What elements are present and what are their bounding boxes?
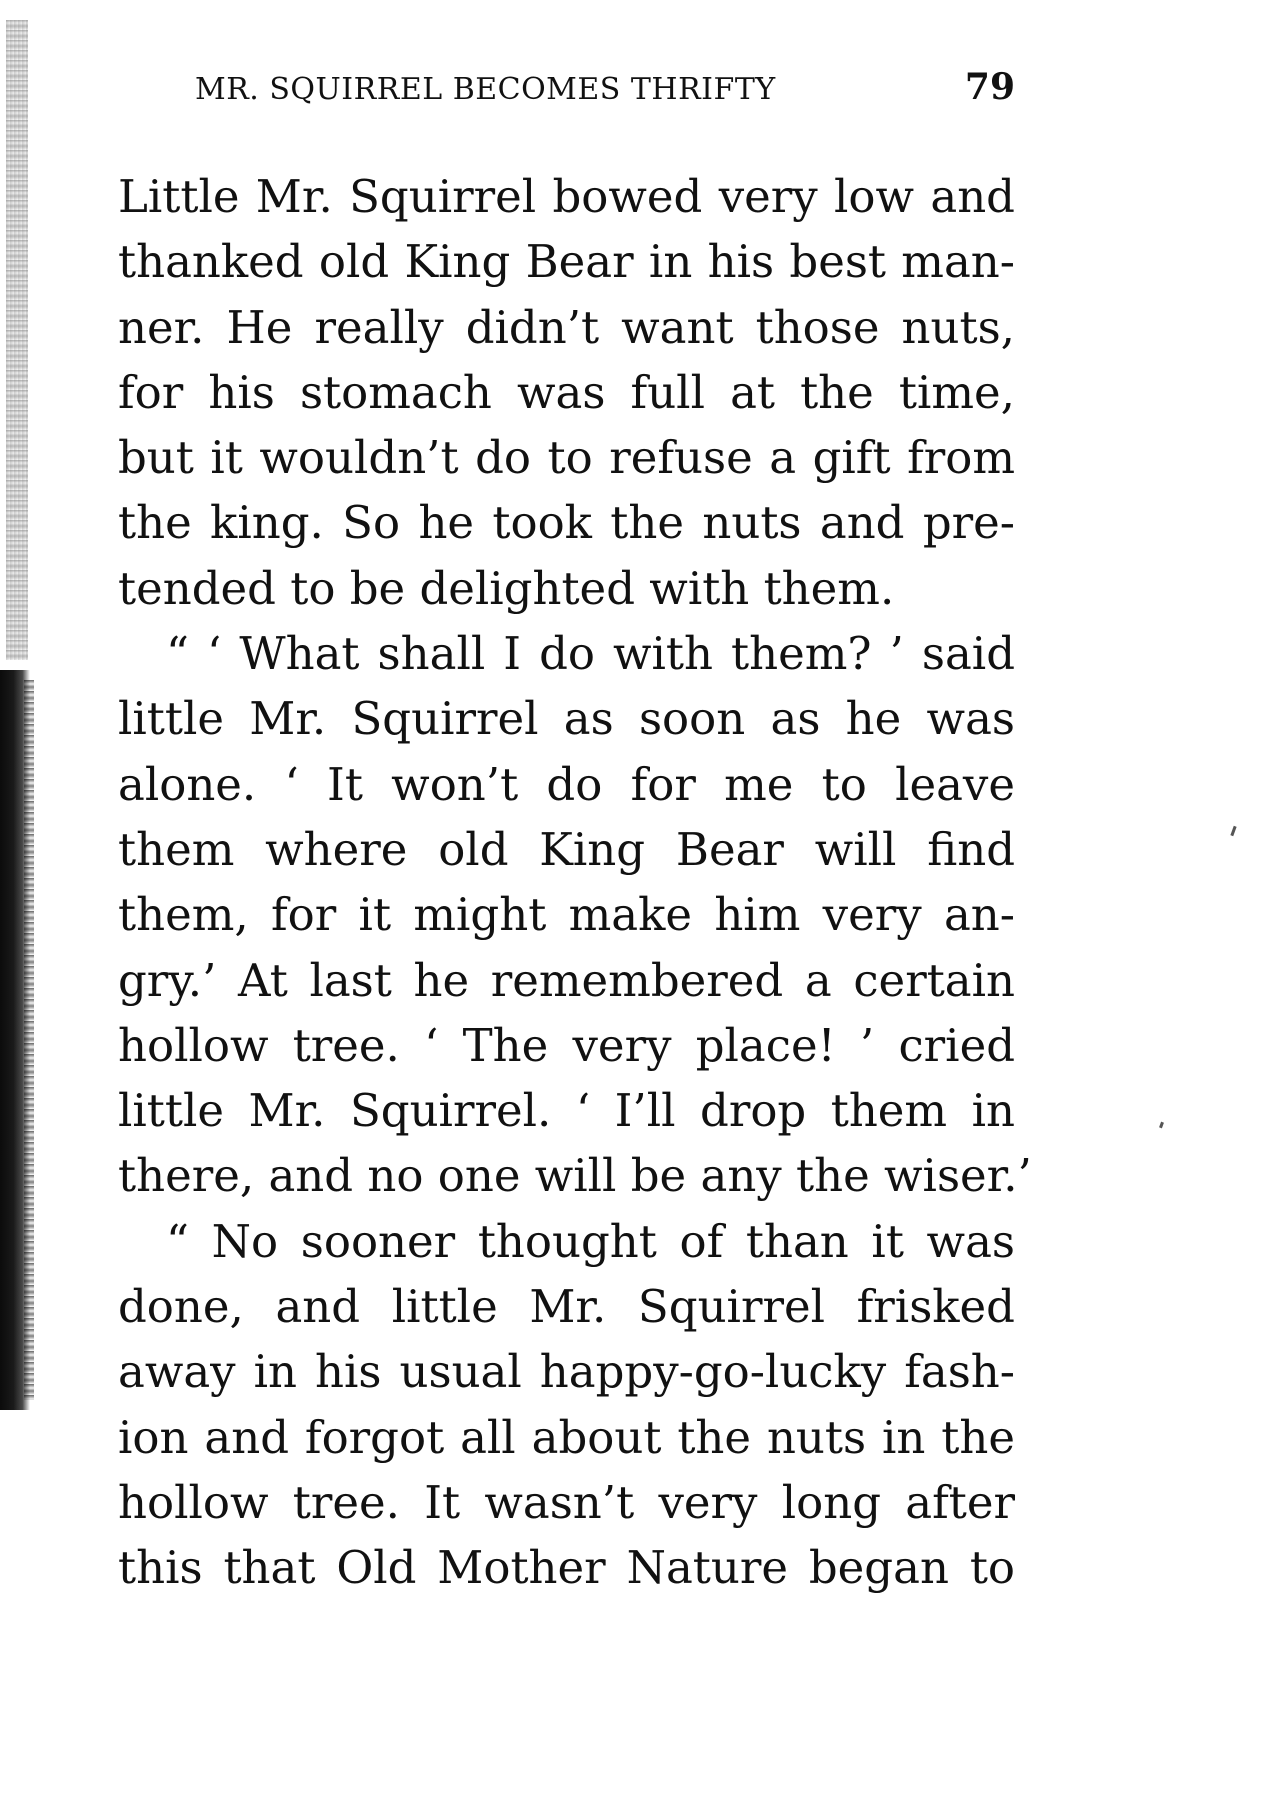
page-number: 79 (964, 66, 1015, 108)
text-line: there, and no one will be any the wiser.’ (118, 1149, 1032, 1203)
running-title: MR. SQUIRREL BECOMES THRIFTY (195, 72, 776, 107)
page-body (118, 164, 1032, 1601)
text-line: thanked old King Bear in his best man- (118, 235, 1015, 289)
text-line: ion and forgot all about the nuts in the (118, 1410, 1015, 1464)
text-line: tended to be delighted with them. (118, 561, 895, 615)
text-line: them where old King Bear will find (118, 822, 1015, 876)
gutter-band-edge (24, 680, 34, 1400)
text-line: the king. So he took the nuts and pre- (118, 496, 1015, 550)
text-line: “ No sooner thought of than it was (166, 1214, 1015, 1268)
scan-speck (1159, 1122, 1164, 1129)
text-line: little Mr. Squirrel. ‘ I’ll drop them in (118, 1084, 1015, 1138)
text-line: done, and little Mr. Squirrel frisked (118, 1280, 1015, 1334)
text-line: ner. He really didn’t want those nuts, (118, 300, 1015, 354)
text-line: away in his usual happy-go-lucky fash- (118, 1345, 1015, 1399)
scan-gutter-shadow (0, 0, 34, 1430)
scan-speck (1230, 826, 1236, 836)
text-line: “ ‘ What shall I do with them? ’ said (166, 627, 1015, 681)
text-line: for his stomach was full at the time, (118, 365, 1015, 419)
text-line: them, for it might make him very an- (118, 888, 1015, 942)
text-line: gry.’ At last he remembered a certain (118, 953, 1015, 1007)
gutter-speckle (6, 20, 28, 660)
running-header (195, 66, 1015, 114)
text-line: hollow tree. It wasn’t very long after (118, 1475, 1015, 1529)
text-line: Little Mr. Squirrel bowed very low and (118, 170, 1015, 223)
text-line: this that Old Mother Nature began to (118, 1541, 1015, 1595)
text-line: hollow tree. ‘ The very place! ’ cried (118, 1018, 1015, 1072)
text-line: alone. ‘ It won’t do for me to leave (118, 757, 1015, 811)
text-line: but it wouldn’t do to refuse a gift from (118, 431, 1015, 485)
text-line: little Mr. Squirrel as soon as he was (118, 692, 1015, 746)
